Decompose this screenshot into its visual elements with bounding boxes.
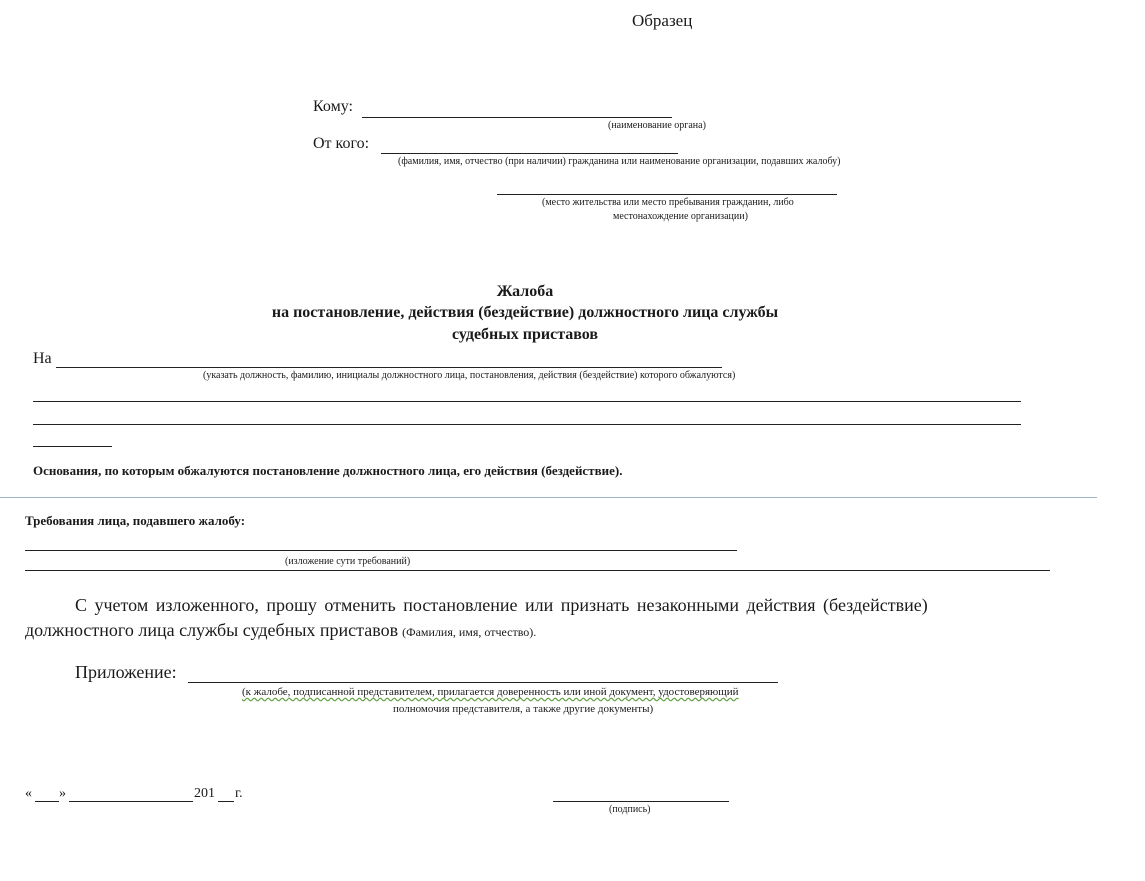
date-day-line[interactable] xyxy=(35,801,59,802)
request-line-1: С учетом изложенного, прошу отменить постановление или признать незаконными действия (бездействие) xyxy=(75,595,928,615)
attachment-label: Приложение: xyxy=(75,662,177,682)
date-close-quote: » xyxy=(59,786,66,801)
blank-line-3[interactable] xyxy=(33,446,112,447)
title-line-2: на постановление, действия (бездействие) должностного лица службы xyxy=(271,304,779,321)
page-divider xyxy=(0,497,1097,498)
request-line-2-small: (Фамилия, имя, отчество). xyxy=(402,625,537,639)
date-open-quote: « xyxy=(25,786,32,801)
from-field-line[interactable] xyxy=(381,153,678,154)
title-line-1: Жалоба xyxy=(496,283,554,300)
requirements-caption: (изложение сути требований) xyxy=(285,556,411,567)
signature-caption: (подпись) xyxy=(609,804,651,815)
on-label: На xyxy=(33,350,52,367)
title-line-3: судебных приставов xyxy=(451,326,599,343)
attachment-caption-2: полномочия представителя, а также другие документы) xyxy=(393,703,654,715)
sample-label: Образец xyxy=(632,11,693,30)
from-caption: (фамилия, имя, отчество (при наличии) гражданина или наименование организации, подавших жалобу) xyxy=(398,156,841,167)
requirements-line-1[interactable] xyxy=(25,550,737,551)
blank-line-2[interactable] xyxy=(33,424,1021,425)
request-line-2 xyxy=(25,620,536,641)
address-caption-1: (место жительства или место пребывания гражданин, либо xyxy=(542,197,794,208)
attachment-caption-1: (к жалобе, подписанной представителем, прилагается доверенность или иной документ, удостоверяющий xyxy=(242,686,739,698)
address-field-line[interactable] xyxy=(497,194,837,195)
year-field-line[interactable] xyxy=(218,801,234,802)
address-caption-2: местонахождение организации) xyxy=(613,211,748,222)
requirements-line-2[interactable] xyxy=(25,570,1050,571)
on-caption: (указать должность, фамилию, инициалы должностного лица, постановления, действия (бездействие) которого обжалуются) xyxy=(203,370,736,381)
grounds-heading: Основания, по которым обжалуются постановление должностного лица, его действия (бездействие). xyxy=(33,463,623,478)
from-label: От кого: xyxy=(313,135,370,152)
date-month-line[interactable] xyxy=(69,801,193,802)
attachment-field-line[interactable] xyxy=(188,682,778,683)
to-caption: (наименование органа) xyxy=(608,120,706,131)
to-label: Кому: xyxy=(313,98,353,115)
year-prefix: 201 xyxy=(194,786,215,801)
on-field-line[interactable] xyxy=(56,367,722,368)
blank-line-1[interactable] xyxy=(33,401,1021,402)
signature-line[interactable] xyxy=(553,801,729,802)
requirements-heading: Требования лица, подавшего жалобу: xyxy=(25,513,246,528)
year-suffix: г. xyxy=(235,786,243,801)
request-line-2-text: должностного лица службы судебных приставов xyxy=(25,620,399,640)
to-field-line[interactable] xyxy=(362,117,672,118)
